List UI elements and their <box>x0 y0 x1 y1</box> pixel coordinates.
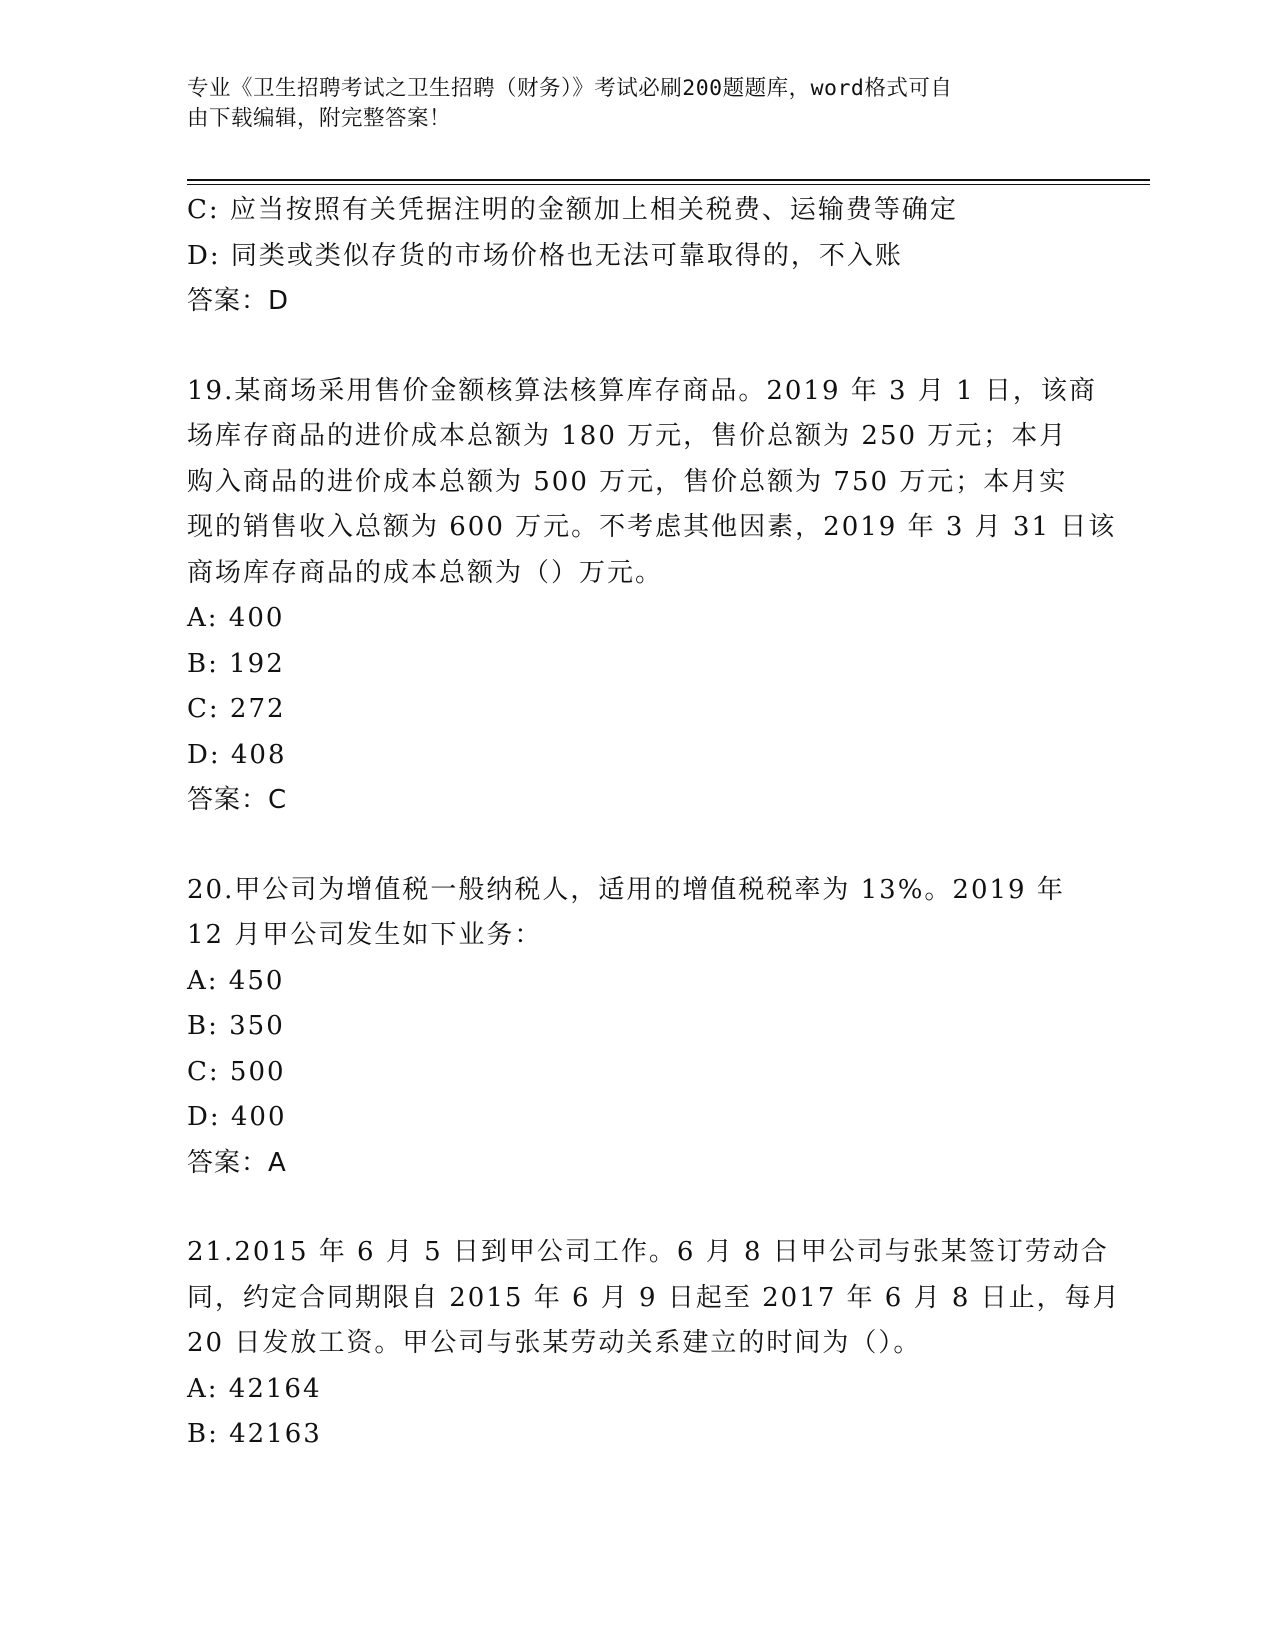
option-b: B: 192 <box>187 648 285 679</box>
question-stem-line: 场库存商品的进价成本总额为 180 万元，售价总额为 250 万元；本月 <box>187 421 1068 451</box>
header-divider-thin <box>187 184 1150 185</box>
question-stem-line: 购入商品的进价成本总额为 500 万元，售价总额为 750 万元；本月实 <box>187 466 1068 497</box>
answer-line: 答案：C <box>187 785 288 815</box>
question-stem-line: 现的销售收入总额为 600 万元。不考虑其他因素，2019 年 3 月 31 日该 <box>187 512 1117 542</box>
option-c: C: 272 <box>187 694 286 724</box>
header-line-2: 由下载编辑，附完整答案！ <box>187 106 452 131</box>
option-a: A: 400 <box>187 603 285 633</box>
question-stem-line: 19.某商场采用售价金额核算法核算库存商品。2019 年 3 月 1 日，该商 <box>187 375 1097 406</box>
question-stem-line: 商场库存商品的成本总额为（）万元。 <box>187 557 664 588</box>
option-d: D: 408 <box>187 739 287 770</box>
question-21 <box>187 1230 1121 1458</box>
question-18-tail <box>187 188 1087 325</box>
question-content <box>187 188 1121 1458</box>
question-stem-line: 12 月甲公司发生如下业务： <box>187 920 543 950</box>
header-divider-thick <box>187 179 1150 181</box>
answer-line: 答案：A <box>187 1147 287 1178</box>
option-c: C: 应当按照有关凭据注明的金额加上相关税费、运输费等确定 <box>187 195 958 225</box>
option-a: A: 42164 <box>187 1373 322 1404</box>
option-a: A: 450 <box>187 965 285 996</box>
question-stem-line: 同，约定合同期限自 2015 年 6 月 9 日起至 2017 年 6 月 8 日止，每月 <box>187 1282 1121 1313</box>
header-line-1: 专业《卫生招聘考试之卫生招聘（财务）》考试必刷200题题库，word格式可自 <box>187 76 953 101</box>
question-stem-line: 20.甲公司为增值税一般纳税人，适用的增值税税率为 13%。2019 年 <box>187 874 1065 905</box>
option-b: B: 350 <box>187 1011 285 1041</box>
option-d: D: 同类或类似存货的市场价格也无法可靠取得的，不入账 <box>187 240 903 271</box>
option-c: C: 500 <box>187 1056 286 1087</box>
spacer <box>187 824 1087 868</box>
answer-line: 答案：D <box>187 286 290 316</box>
question-20 <box>187 868 1087 1187</box>
option-b: B: 42163 <box>187 1419 322 1449</box>
option-d: D: 400 <box>187 1102 287 1132</box>
spacer <box>187 1186 1087 1230</box>
question-stem-line: 21.2015 年 6 月 5 日到甲公司工作。6 月 8 日甲公司与张某签订劳动合 <box>187 1237 1109 1267</box>
document-header <box>187 74 1067 134</box>
question-19 <box>187 369 1117 824</box>
question-stem-line: 20 日发放工资。甲公司与张某劳动关系建立的时间为（）。 <box>187 1328 922 1358</box>
spacer <box>187 325 1087 369</box>
